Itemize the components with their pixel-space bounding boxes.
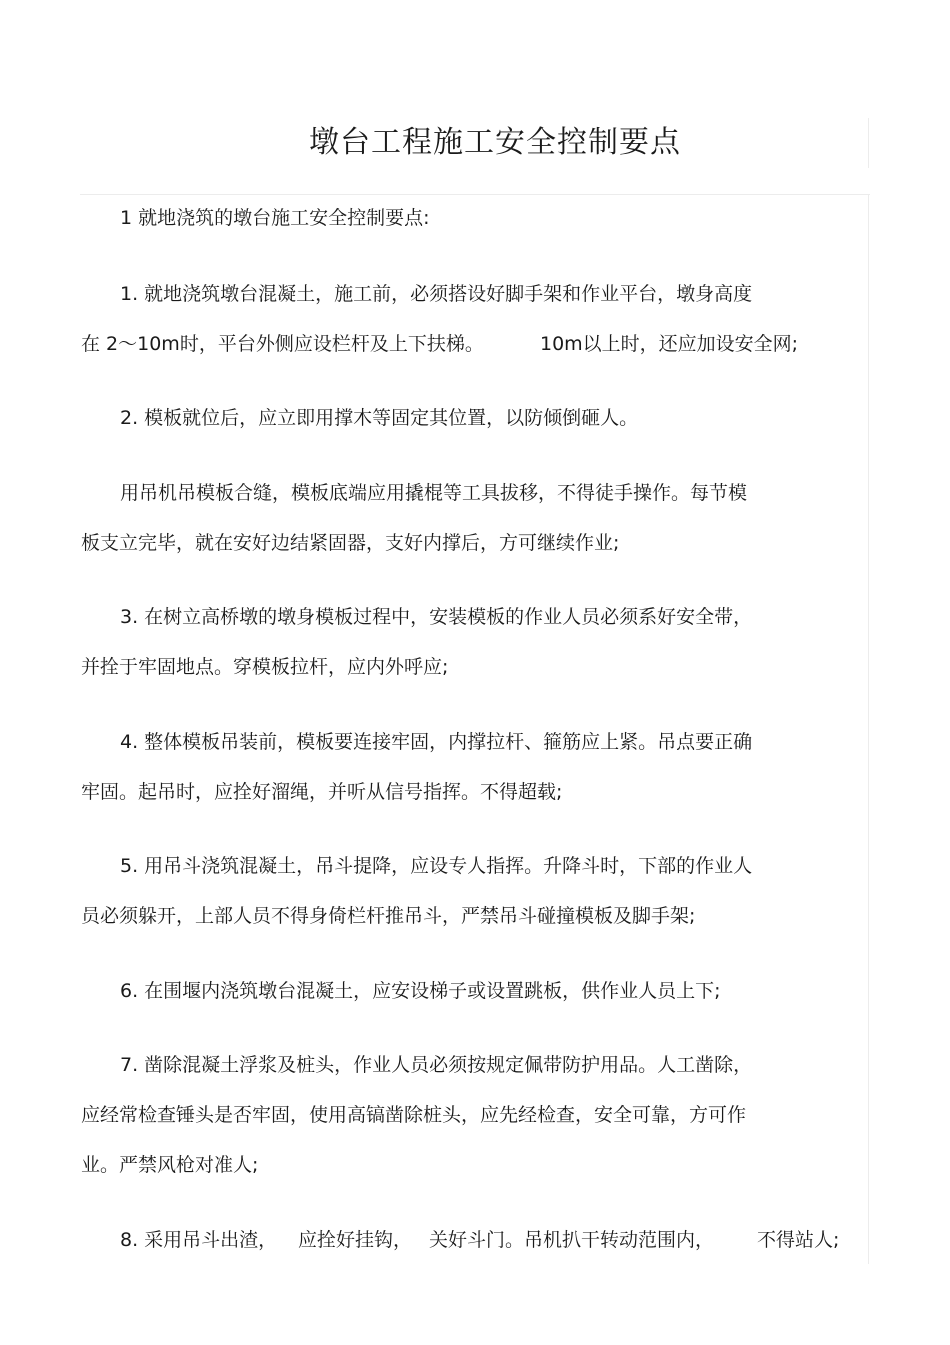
- item-4-line-2: 牢固。起吊时，应拴好溜绳，并听从信号指挥。不得超载;: [81, 781, 563, 803]
- margin-rule-top: [868, 118, 869, 168]
- item-5-line-2: 员必须躲开，上部人员不得身倚栏杆推吊斗，严禁吊斗碰撞模板及脚手架;: [81, 905, 696, 927]
- item-3-line-2: 并拴于牢固地点。穿模板拉杆，应内外呼应;: [81, 656, 449, 678]
- item-1-line-2b: 10m以上时，还应加设安全网;: [540, 333, 799, 355]
- item-5-line-1: 5. 用吊斗浇筑混凝土，吊斗提降，应设专人指挥。升降斗时，下部的作业人: [120, 855, 753, 877]
- item-7-line-1: 7. 凿除混凝土浮浆及桩头，作业人员必须按规定佩带防护用品。人工凿除，: [120, 1054, 753, 1076]
- item-8-line-1c: 关好斗门。吊机扒干转动范围内，: [429, 1229, 715, 1251]
- item-1-line-1: 1. 就地浇筑墩台混凝土，施工前，必须搭设好脚手架和作业平台，墩身高度: [120, 283, 753, 305]
- item-2-line-1: 2. 模板就位后，应立即用撑木等固定其位置，以防倾倒砸人。: [120, 407, 639, 429]
- item-2-note-line-2: 板支立完毕，就在安好边结紧固器，支好内撑后，方可继续作业;: [81, 532, 620, 554]
- header-rule: [80, 194, 870, 195]
- item-3-line-1: 3. 在树立高桥墩的墩身模板过程中，安装模板的作业人员必须系好安全带，: [120, 606, 753, 628]
- section-heading: 1 就地浇筑的墩台施工安全控制要点:: [120, 207, 430, 229]
- item-6-line-1: 6. 在围堰内浇筑墩台混凝土，应安设梯子或设置跳板，供作业人员上下;: [120, 980, 721, 1002]
- margin-rule-right: [868, 194, 869, 1264]
- item-8-line-1d: 不得站人;: [757, 1229, 840, 1251]
- item-8-line-1b: 应拴好挂钩，: [298, 1229, 413, 1251]
- item-7-line-2: 应经常检查锤头是否牢固，使用高镐凿除桩头，应先经检查，安全可靠，方可作: [81, 1104, 747, 1126]
- item-8-line-1a: 8. 采用吊斗出渣，: [120, 1229, 278, 1251]
- item-4-line-1: 4. 整体模板吊装前，模板要连接牢固，内撑拉杆、箍筋应上紧。吊点要正确: [120, 731, 753, 753]
- item-2-note-line-1: 用吊机吊模板合缝，模板底端应用撬棍等工具拔移，不得徒手操作。每节模: [120, 482, 748, 504]
- item-7-line-3: 业。严禁风枪对准人;: [81, 1154, 259, 1176]
- item-1-line-2a: 在 2～10m时，平台外侧应设栏杆及上下扶梯。: [81, 333, 484, 355]
- document-title: 墩台工程施工安全控制要点: [309, 125, 681, 160]
